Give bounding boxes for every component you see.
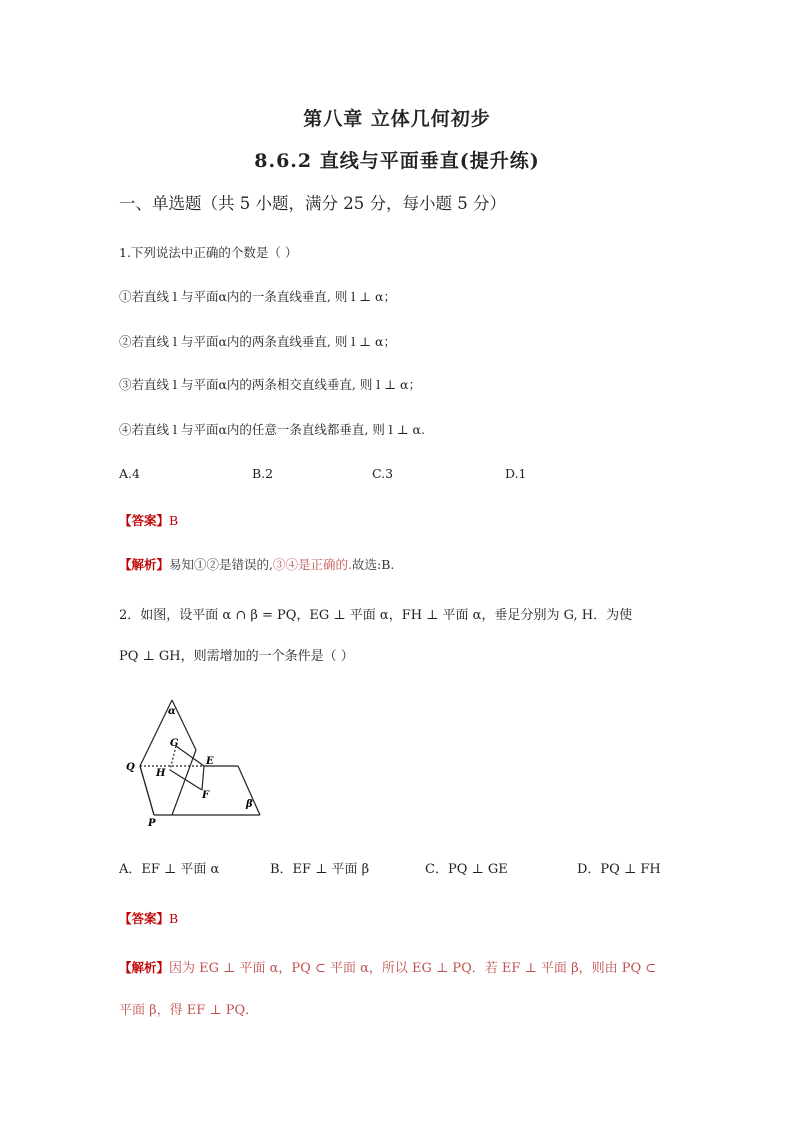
q1-statement-3: ③若直线 l 与平面α内的两条相交直线垂直, 则 l ⊥ α； <box>119 377 421 392</box>
q1-answer <box>119 510 178 529</box>
explain-line-1: 因为 EG ⊥ 平面 α，PQ ⊂ 平面 α，所以 EG ⊥ PQ．若 EF ⊥ 平面 β，则由 PQ ⊂ <box>169 961 657 976</box>
q1-statement-2: ②若直线 l 与平面α内的两条直线垂直, 则 l ⊥ α； <box>119 334 396 349</box>
q1-statement-4: ④若直线 l 与平面α内的任意一条直线都垂直, 则 l ⊥ α. <box>119 422 425 437</box>
q2-option-d: D．PQ ⊥ FH <box>577 862 661 877</box>
label-e: E <box>206 756 214 767</box>
line-ef <box>202 766 204 790</box>
q1-explanation <box>119 555 394 573</box>
q1-statement-1: ①若直线 l 与平面α内的一条直线垂直, 则 l ⊥ α； <box>119 289 396 304</box>
label-h: H <box>156 768 166 779</box>
chapter-title: 第八章 立体几何初步 <box>303 108 491 130</box>
line-pq <box>140 766 154 815</box>
q1-stem: 1.下列说法中正确的个数是（ ） <box>119 245 298 260</box>
answer-tag: 【答案】 <box>119 513 170 528</box>
label-beta: β <box>246 799 253 810</box>
label-p: P <box>148 818 156 829</box>
q2-option-b: B．EF ⊥ 平面 β <box>270 862 370 877</box>
alpha-edge-right <box>172 750 196 815</box>
lesson-title: 8.6.2 直线与平面垂直(提升练) <box>254 150 540 172</box>
section-title: 一、单选题（共 5 小题，满分 25 分，每小题 5 分） <box>119 194 506 213</box>
q2-answer <box>119 908 178 927</box>
explain-part-3: 故选:B. <box>351 557 395 572</box>
q2-stem-line-1: 2．如图，设平面 α ∩ β = PQ，EG ⊥ 平面 α，FH ⊥ 平面 α，垂足分别为 G, H．为使 <box>119 608 633 623</box>
q2-option-c: C．PQ ⊥ GE <box>425 862 508 877</box>
q2-option-a: A．EF ⊥ 平面 α <box>119 862 220 877</box>
answer-tag: 【答案】 <box>119 911 170 926</box>
explain-part-2: ③④是正确的. <box>273 557 352 572</box>
q2-geometry-figure <box>118 690 278 830</box>
q2-explanation-line-1 <box>119 957 656 976</box>
q1-option-b: B.2 <box>252 466 274 481</box>
q2-stem-line-2: PQ ⊥ GH，则需增加的一个条件是（ ） <box>119 649 354 664</box>
explain-part-1: 易知①②是错误的, <box>169 557 273 572</box>
line-ge <box>176 746 204 766</box>
label-f: F <box>202 790 210 801</box>
answer-value: B <box>169 513 179 528</box>
line-fh <box>170 770 202 790</box>
label-g: G <box>170 738 179 749</box>
label-q: Q <box>126 762 135 773</box>
answer-value: B <box>169 911 179 926</box>
q2-explanation-line-2: 平面 β，得 EF ⊥ PQ． <box>119 1003 259 1018</box>
explain-tag: 【解析】 <box>119 557 170 572</box>
q1-option-a: A.4 <box>119 466 140 481</box>
q1-option-d: D.1 <box>505 466 527 481</box>
label-alpha: α <box>168 706 176 717</box>
q1-option-c: C.3 <box>372 466 394 481</box>
explain-tag: 【解析】 <box>119 960 170 975</box>
